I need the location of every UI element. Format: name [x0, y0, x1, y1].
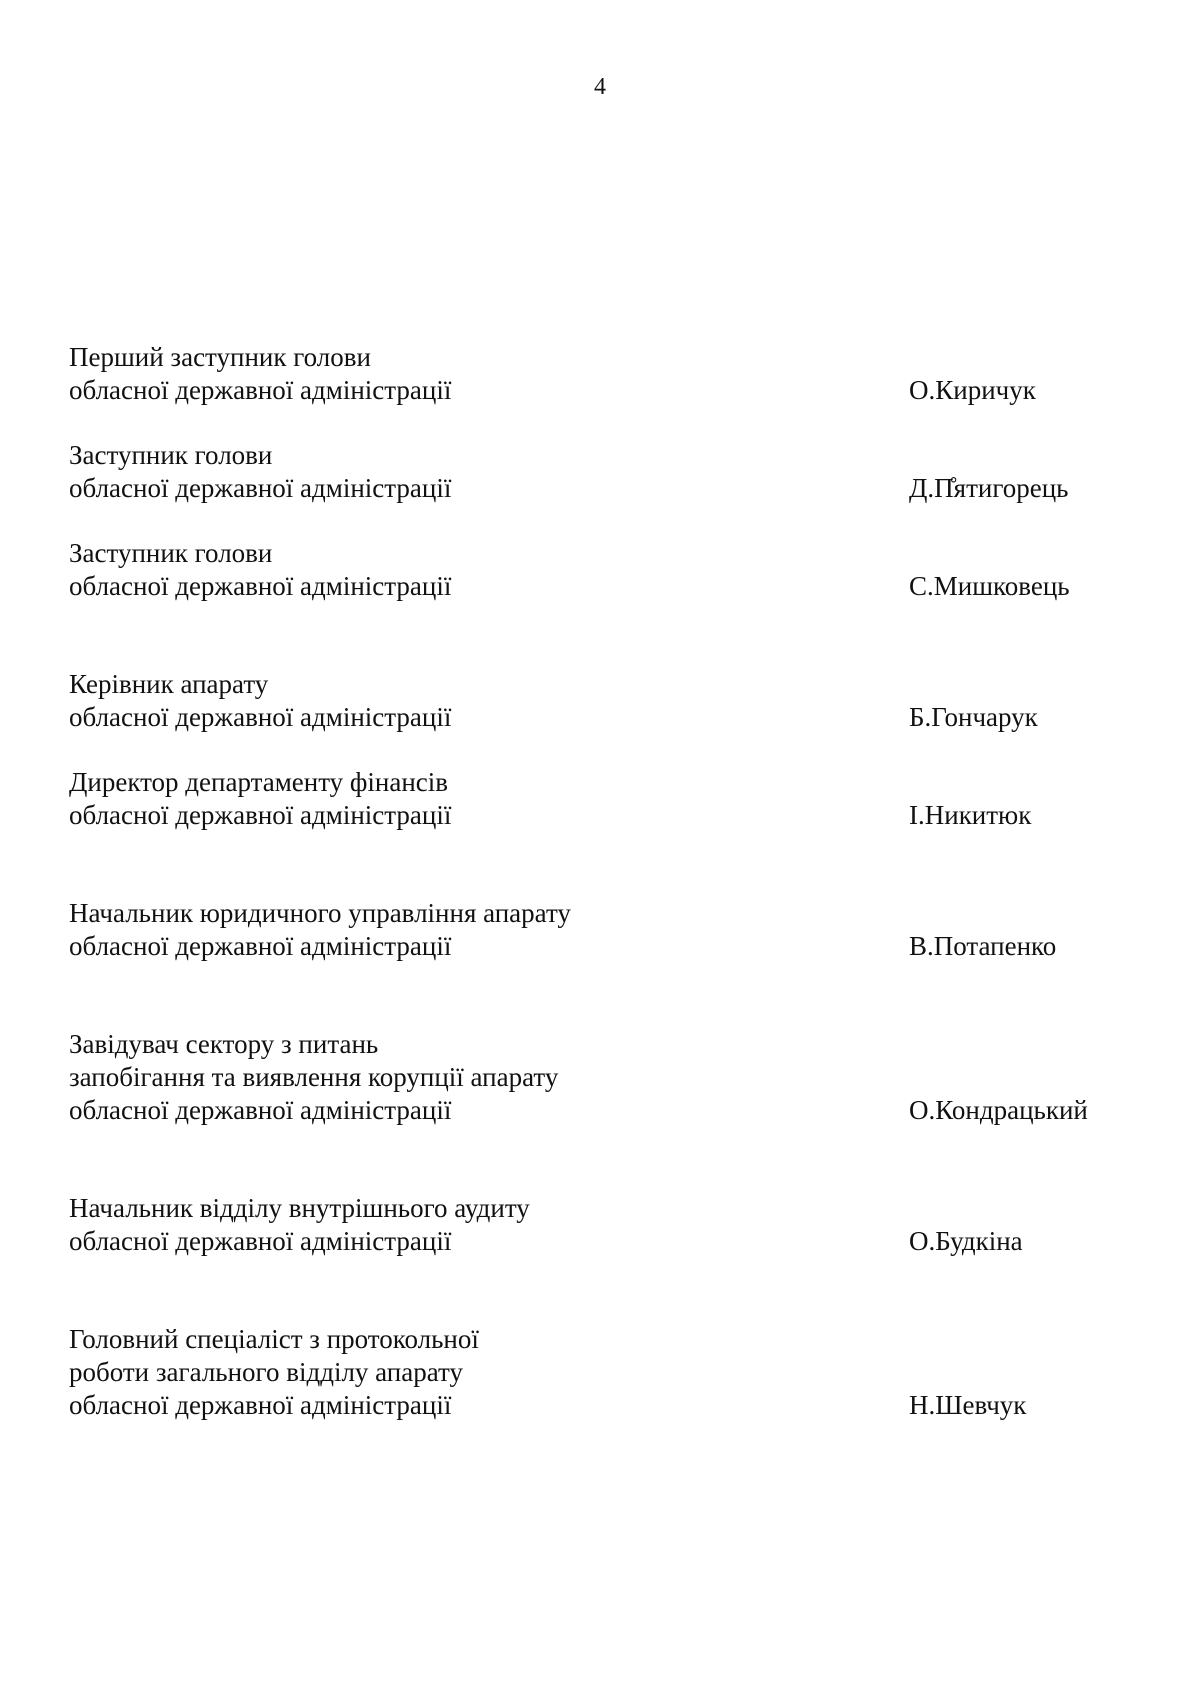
signatory-block [69, 439, 1149, 505]
signatory-title [69, 766, 859, 832]
signatory-name: О.Киричук [909, 375, 1036, 405]
title-line: запобігання та виявлення корупції апарату [69, 1062, 559, 1092]
signatory-title [69, 537, 859, 603]
signatory-name: І.Никитюк [909, 800, 1032, 830]
signatory-name: С.Мишковець [909, 571, 1070, 601]
signatory-block [69, 897, 1149, 963]
signatory-title [69, 668, 859, 734]
title-line: обласної державної адміністрації [69, 702, 452, 732]
title-line: Керівник апарату [69, 669, 269, 699]
title-line: Головний спеціаліст з протокольної [69, 1324, 479, 1354]
signatory-name: В.Потапенко [909, 931, 1057, 961]
signatory-block [69, 537, 1149, 603]
title-line: обласної державної адміністрації [69, 375, 452, 405]
title-line: Завідувач сектору з питань [69, 1029, 379, 1059]
title-line: обласної державної адміністрації [69, 1095, 452, 1125]
page-number: 4 [594, 74, 606, 100]
title-line: обласної державної адміністрації [69, 571, 452, 601]
title-line: обласної державної адміністрації [69, 931, 452, 961]
title-line: Перший заступник голови [69, 342, 371, 372]
title-line: Заступник голови [69, 538, 273, 568]
signatory-title [69, 1028, 859, 1127]
signatory-title [69, 341, 859, 407]
signatory-block [69, 1028, 1149, 1127]
signatory-name: Б.Гончарук [909, 702, 1038, 732]
signatory-name: Д.П̊ятигорець [909, 473, 1069, 503]
title-line: Начальник відділу внутрішнього аудиту [69, 1193, 530, 1223]
signatory-block [69, 1192, 1149, 1258]
signatory-name: О.Кондрацький [909, 1095, 1088, 1125]
signatory-block [69, 766, 1149, 832]
title-line: Директор департаменту фінансів [69, 767, 449, 797]
title-line: роботи загального відділу апарату [69, 1357, 463, 1387]
signatory-name: О.Будкіна [909, 1226, 1023, 1256]
title-line: обласної державної адміністрації [69, 1390, 452, 1420]
signatory-title [69, 897, 859, 963]
title-line: Заступник голови [69, 440, 273, 470]
title-line: обласної державної адміністрації [69, 800, 452, 830]
title-line: обласної державної адміністрації [69, 1226, 452, 1256]
signatory-block [69, 668, 1149, 734]
title-line: обласної державної адміністрації [69, 473, 452, 503]
signatory-title [69, 1323, 859, 1422]
signatory-title [69, 1192, 859, 1258]
signatory-title [69, 439, 859, 505]
title-line: Начальник юридичного управління апарату [69, 898, 571, 928]
signatory-block [69, 341, 1149, 407]
signatory-block [69, 1323, 1149, 1422]
signatory-name: Н.Шевчук [909, 1390, 1027, 1420]
